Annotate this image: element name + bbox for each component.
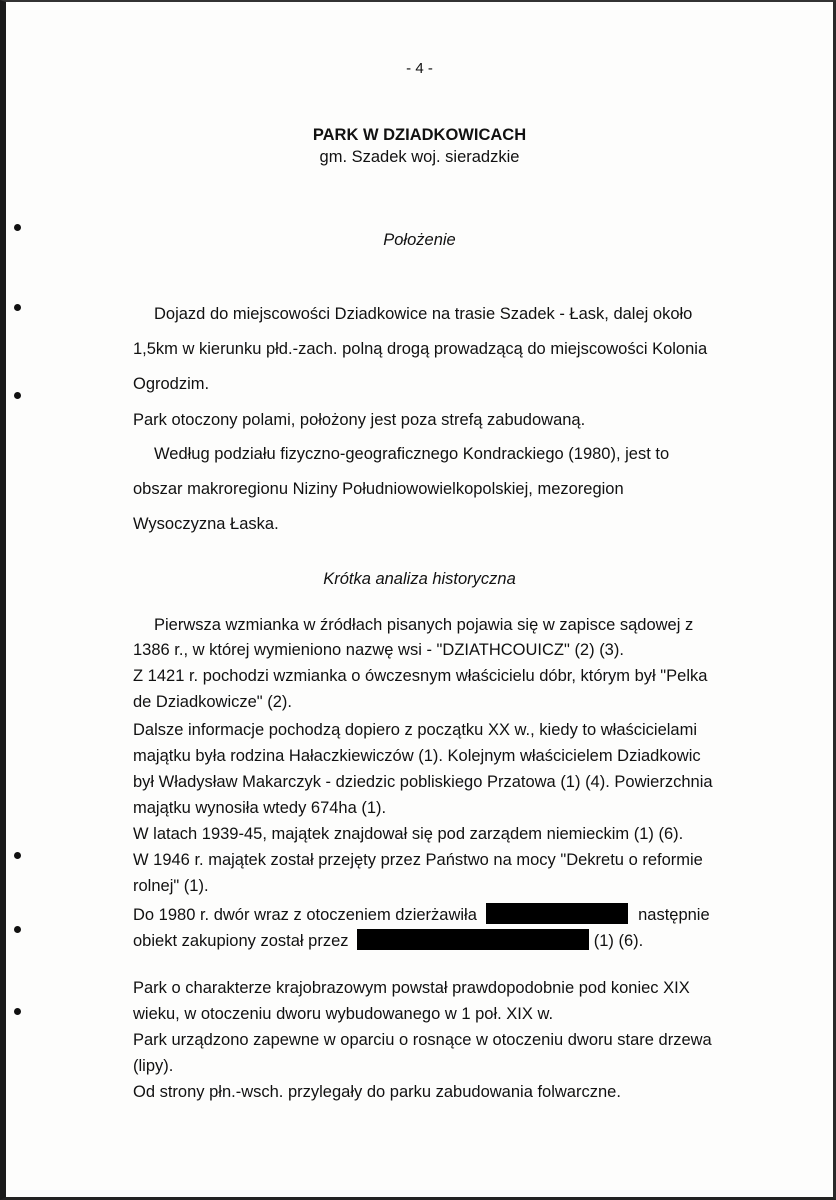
history-text: Do 1980 r. dwór wraz z otoczeniem dzierżawiła [133,906,477,924]
location-line: Park otoczony polami, położony jest poza strefą zabudowaną. [133,411,586,429]
history-line: rolnej" (1). [133,877,209,895]
redaction-bar [486,903,628,924]
history-line: Pierwsza wzmianka w źródłach pisanych pojawia się w zapisce sądowej z [154,616,694,634]
park-line: wieku, w otoczeniu dworu wybudowanego w 1 poł. XIX w. [133,1005,554,1023]
history-line-redacted [133,903,710,925]
history-line: Dalsze informacje pochodzą dopiero z początku XX w., kiedy to właścicielami [133,721,698,739]
document-subtitle: gm. Szadek woj. sieradzkie [319,148,520,166]
punch-hole-mark [14,1008,21,1015]
history-line: majątku była rodzina Hałaczkiewiczów (1). Kolejnym właścicielem Dziadkowic [133,747,701,765]
history-line: był Władysław Makarczyk - dziedzic pobliskiego Przatowa (1) (4). Powierzchnia [133,773,713,791]
history-text: (1) (6). [593,932,644,950]
park-line: (lipy). [133,1057,174,1075]
location-line: Według podziału fizyczno-geograficznego Kondrackiego (1980), jest to [154,445,670,463]
history-line: 1386 r., w której wymieniono nazwę wsi - "DZIATHCOUICZ" (2) (3). [133,641,624,659]
page-number: - 4 - [406,60,433,77]
section-heading-history: Krótka analiza historyczna [323,570,516,588]
location-line: obszar makroregionu Niziny Południowowielkopolskiej, mezoregion [133,480,624,498]
location-line: Wysoczyzna Łaska. [133,515,279,533]
location-line: Ogrodzim. [133,375,210,393]
location-line: 1,5km w kierunku płd.-zach. polną drogą prowadzącą do miejscowości Kolonia [133,340,708,358]
document-title: PARK W DZIADKOWICACH [312,126,527,144]
punch-hole-mark [14,224,21,231]
location-line: Dojazd do miejscowości Dziadkowice na trasie Szadek - Łask, dalej około [154,305,693,323]
history-line-redacted [133,929,643,951]
punch-hole-mark [14,392,21,399]
history-text: obiekt zakupiony został przez [133,932,349,950]
history-line: W latach 1939-45, majątek znajdował się pod zarządem niemieckim (1) (6). [133,825,684,843]
history-line: W 1946 r. majątek został przejęty przez Państwo na mocy "Dekretu o reformie [133,851,703,869]
history-line: majątku wynosiła wtedy 674ha (1). [133,799,387,817]
punch-hole-mark [14,926,21,933]
history-text: następnie [638,906,710,924]
section-heading-location: Położenie [383,231,456,249]
punch-hole-mark [14,304,21,311]
redaction-bar [357,929,589,950]
park-line: Park o charakterze krajobrazowym powstał prawdopodobnie pod koniec XIX [133,979,690,997]
park-line: Park urządzono zapewne w oparciu o rosnące w otoczeniu dworu stare drzewa [133,1031,712,1049]
history-line: de Dziadkowicze" (2). [133,693,292,711]
park-line: Od strony płn.-wsch. przylegały do parku zabudowania folwarczne. [133,1083,621,1101]
history-line: Z 1421 r. pochodzi wzmianka o ówczesnym właścicielu dóbr, którym był "Pelka [133,667,708,685]
punch-hole-mark [14,852,21,859]
